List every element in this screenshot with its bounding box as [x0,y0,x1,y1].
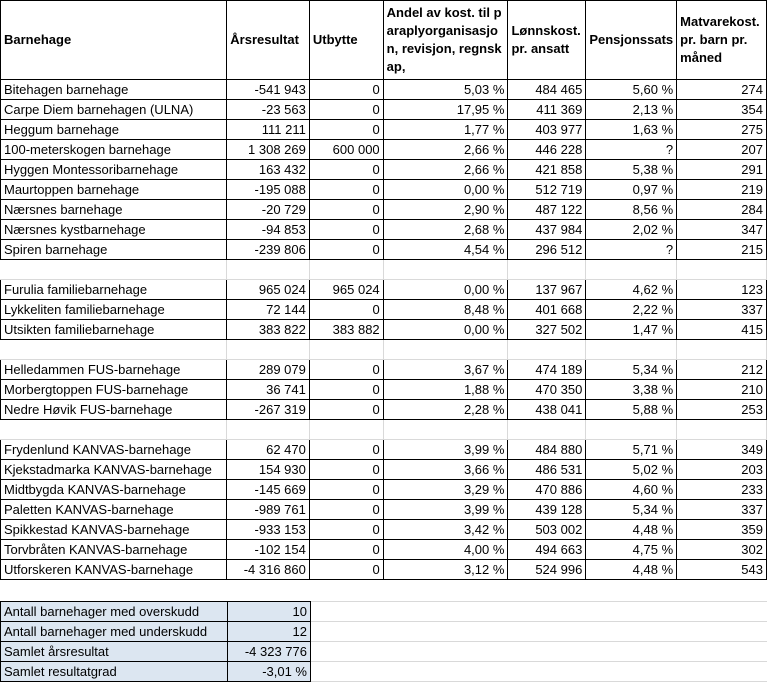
value-cell: 474 189 [508,360,586,380]
empty-cell [1,420,227,440]
value-cell: 512 719 [508,180,586,200]
empty-cell [677,260,767,280]
value-cell: 4,62 % [586,280,677,300]
value-cell: 487 122 [508,200,586,220]
value-cell: -20 729 [227,200,310,220]
value-cell: 1,63 % [586,120,677,140]
empty-cell [227,420,310,440]
empty-cell [677,340,767,360]
empty-cell [1,340,227,360]
value-cell: 1,47 % [586,320,677,340]
empty-grid-area [310,601,767,682]
table-row [1,520,767,540]
table-row [1,220,767,240]
value-cell: 0 [309,560,383,580]
value-cell: 421 858 [508,160,586,180]
value-cell: 0 [309,540,383,560]
value-cell: 2,13 % [586,100,677,120]
value-cell: 1,77 % [383,120,508,140]
value-cell: 5,60 % [586,80,677,100]
value-cell: 111 211 [227,120,310,140]
value-cell: 2,66 % [383,160,508,180]
value-cell: ? [586,240,677,260]
value-cell: 965 024 [227,280,310,300]
value-cell: -102 154 [227,540,310,560]
empty-cell [508,340,586,360]
value-cell: 4,54 % [383,240,508,260]
summary-value: 10 [228,602,311,622]
value-cell: 8,56 % [586,200,677,220]
table-row [1,560,767,580]
kindergarten-name-cell: Paletten KANVAS-barnehage [1,500,227,520]
value-cell: 296 512 [508,240,586,260]
value-cell: 5,88 % [586,400,677,420]
kindergarten-name-cell: Nedre Høvik FUS-barnehage [1,400,227,420]
value-cell: 137 967 [508,280,586,300]
value-cell: 0 [309,300,383,320]
value-cell: 359 [677,520,767,540]
summary-row [1,662,311,682]
value-cell: 4,75 % [586,540,677,560]
value-cell: -145 669 [227,480,310,500]
kindergarten-name-cell: Utsikten familiebarnehage [1,320,227,340]
value-cell: 2,68 % [383,220,508,240]
value-cell: -267 319 [227,400,310,420]
value-cell: 349 [677,440,767,460]
kindergarten-name-cell: Kjekstadmarka KANVAS-barnehage [1,460,227,480]
value-cell: 3,99 % [383,500,508,520]
value-cell: 0 [309,220,383,240]
empty-cell [383,420,508,440]
value-cell: 438 041 [508,400,586,420]
value-cell: 163 432 [227,160,310,180]
value-cell: 337 [677,300,767,320]
value-cell: 0,00 % [383,320,508,340]
value-cell: 219 [677,180,767,200]
value-cell: 327 502 [508,320,586,340]
summary-label: Antall barnehager med underskudd [1,622,228,642]
value-cell: 383 882 [309,320,383,340]
summary-row [1,602,311,622]
value-cell: 207 [677,140,767,160]
value-cell: 1 308 269 [227,140,310,160]
header-matvarekost: Matvarekost. pr. barn pr. måned [677,1,767,80]
value-cell: 5,03 % [383,80,508,100]
value-cell: 2,28 % [383,400,508,420]
summary-label: Samlet årsresultat [1,642,228,662]
table-row [1,100,767,120]
empty-cell [309,260,383,280]
value-cell: 8,48 % [383,300,508,320]
empty-cell [227,340,310,360]
value-cell: 4,60 % [586,480,677,500]
header-pensjonssats: Pensjonssats [586,1,677,80]
value-cell: 36 741 [227,380,310,400]
kindergarten-name-cell: Spikkestad KANVAS-barnehage [1,520,227,540]
kindergarten-name-cell: Nærsnes barnehage [1,200,227,220]
value-cell: 415 [677,320,767,340]
value-cell: 383 822 [227,320,310,340]
kindergarten-name-cell: Morbergtoppen FUS-barnehage [1,380,227,400]
value-cell: 0 [309,380,383,400]
kindergarten-name-cell: Furulia familiebarnehage [1,280,227,300]
value-cell: 203 [677,460,767,480]
summary-row [1,622,311,642]
value-cell: 284 [677,200,767,220]
value-cell: 524 996 [508,560,586,580]
value-cell: 1,88 % [383,380,508,400]
value-cell: -23 563 [227,100,310,120]
value-cell: -541 943 [227,80,310,100]
table-row [1,440,767,460]
value-cell: 0 [309,400,383,420]
kindergarten-name-cell: Carpe Diem barnehagen (ULNA) [1,100,227,120]
summary-row [1,642,311,662]
value-cell: 2,66 % [383,140,508,160]
empty-cell [383,340,508,360]
empty-cell [227,260,310,280]
value-cell: 0 [309,460,383,480]
value-cell: 403 977 [508,120,586,140]
value-cell: 965 024 [309,280,383,300]
value-cell: 2,90 % [383,200,508,220]
value-cell: 3,66 % [383,460,508,480]
value-cell: 4,48 % [586,560,677,580]
header-lonnskost: Lønnskost. pr. ansatt [508,1,586,80]
value-cell: 5,34 % [586,360,677,380]
kindergarten-name-cell: Lykkeliten familiebarnehage [1,300,227,320]
value-cell: 0 [309,520,383,540]
value-cell: 486 531 [508,460,586,480]
value-cell: 62 470 [227,440,310,460]
group-gap-row [1,260,767,280]
value-cell: 0,97 % [586,180,677,200]
value-cell: 503 002 [508,520,586,540]
value-cell: 302 [677,540,767,560]
value-cell: 0 [309,480,383,500]
value-cell: 0 [309,180,383,200]
summary-label: Antall barnehager med overskudd [1,602,228,622]
group-gap-row [1,420,767,440]
table-row [1,180,767,200]
value-cell: -933 153 [227,520,310,540]
kindergarten-name-cell: Maurtoppen barnehage [1,180,227,200]
empty-cell [309,420,383,440]
group-gap-row [1,340,767,360]
value-cell: 4,00 % [383,540,508,560]
table-row [1,320,767,340]
value-cell: 154 930 [227,460,310,480]
header-utbytte: Utbytte [309,1,383,80]
value-cell: 470 886 [508,480,586,500]
table-row [1,300,767,320]
value-cell: 4,48 % [586,520,677,540]
empty-cell [586,420,677,440]
empty-cell [508,260,586,280]
value-cell: 0 [309,120,383,140]
value-cell: 291 [677,160,767,180]
value-cell: 0 [309,160,383,180]
kindergarten-name-cell: 100-meterskogen barnehage [1,140,227,160]
table-row [1,400,767,420]
table-row [1,120,767,140]
kindergarten-name-cell: Bitehagen barnehage [1,80,227,100]
value-cell: 439 128 [508,500,586,520]
kindergarten-name-cell: Helledammen FUS-barnehage [1,360,227,380]
value-cell: 0 [309,240,383,260]
kindergarten-name-cell: Frydenlund KANVAS-barnehage [1,440,227,460]
summary-value: -3,01 % [228,662,311,682]
empty-cell [1,260,227,280]
kindergarten-name-cell: Spiren barnehage [1,240,227,260]
summary-table [0,601,311,682]
value-cell: 215 [677,240,767,260]
table-row [1,140,767,160]
empty-cell [383,260,508,280]
value-cell: 600 000 [309,140,383,160]
empty-cell [677,420,767,440]
value-cell: 437 984 [508,220,586,240]
kindergarten-name-cell: Hyggen Montessoribarnehage [1,160,227,180]
value-cell: 5,38 % [586,160,677,180]
value-cell: 0,00 % [383,280,508,300]
value-cell: 3,29 % [383,480,508,500]
header-arsresultat: Årsresultat [227,1,310,80]
table-row [1,500,767,520]
value-cell: -4 316 860 [227,560,310,580]
kindergarten-name-cell: Torvbråten KANVAS-barnehage [1,540,227,560]
summary-label: Samlet resultatgrad [1,662,228,682]
table-row [1,280,767,300]
header-barnehage: Barnehage [1,1,227,80]
value-cell: 123 [677,280,767,300]
table-row [1,540,767,560]
value-cell: 5,02 % [586,460,677,480]
value-cell: 5,34 % [586,500,677,520]
value-cell: -989 761 [227,500,310,520]
value-cell: 212 [677,360,767,380]
kindergarten-name-cell: Midtbygda KANVAS-barnehage [1,480,227,500]
value-cell: 494 663 [508,540,586,560]
value-cell: 3,42 % [383,520,508,540]
value-cell: 0 [309,80,383,100]
value-cell: 446 228 [508,140,586,160]
value-cell: 2,22 % [586,300,677,320]
value-cell: 3,99 % [383,440,508,460]
header-andel-kost: Andel av kost. til paraplyorganisasjon, revisjon, regnskap, [383,1,508,80]
value-cell: 275 [677,120,767,140]
table-row [1,200,767,220]
value-cell: 411 369 [508,100,586,120]
value-cell: 3,67 % [383,360,508,380]
value-cell: 0,00 % [383,180,508,200]
table-row [1,80,767,100]
value-cell: 543 [677,560,767,580]
kindergarten-name-cell: Nærsnes kystbarnehage [1,220,227,240]
value-cell: 3,38 % [586,380,677,400]
table-row [1,380,767,400]
header-row [1,1,767,80]
summary-value: -4 323 776 [228,642,311,662]
value-cell: 72 144 [227,300,310,320]
table-row [1,360,767,380]
value-cell: 274 [677,80,767,100]
value-cell: 0 [309,360,383,380]
value-cell: 484 465 [508,80,586,100]
empty-cell [309,340,383,360]
value-cell: 233 [677,480,767,500]
empty-cell [586,340,677,360]
value-cell: 354 [677,100,767,120]
value-cell: 347 [677,220,767,240]
value-cell: -94 853 [227,220,310,240]
summary-value: 12 [228,622,311,642]
value-cell: 401 668 [508,300,586,320]
value-cell: -239 806 [227,240,310,260]
value-cell: 0 [309,100,383,120]
value-cell: 470 350 [508,380,586,400]
empty-cell [508,420,586,440]
table-row [1,460,767,480]
empty-cell [586,260,677,280]
value-cell: 0 [309,500,383,520]
table-row [1,240,767,260]
value-cell: 5,71 % [586,440,677,460]
value-cell: 289 079 [227,360,310,380]
value-cell: ? [586,140,677,160]
value-cell: -195 088 [227,180,310,200]
value-cell: 17,95 % [383,100,508,120]
value-cell: 2,02 % [586,220,677,240]
value-cell: 0 [309,440,383,460]
table-row [1,160,767,180]
value-cell: 337 [677,500,767,520]
table-row [1,480,767,500]
value-cell: 0 [309,200,383,220]
value-cell: 210 [677,380,767,400]
kindergarten-name-cell: Heggum barnehage [1,120,227,140]
value-cell: 484 880 [508,440,586,460]
value-cell: 253 [677,400,767,420]
kindergarten-name-cell: Utforskeren KANVAS-barnehage [1,560,227,580]
value-cell: 3,12 % [383,560,508,580]
